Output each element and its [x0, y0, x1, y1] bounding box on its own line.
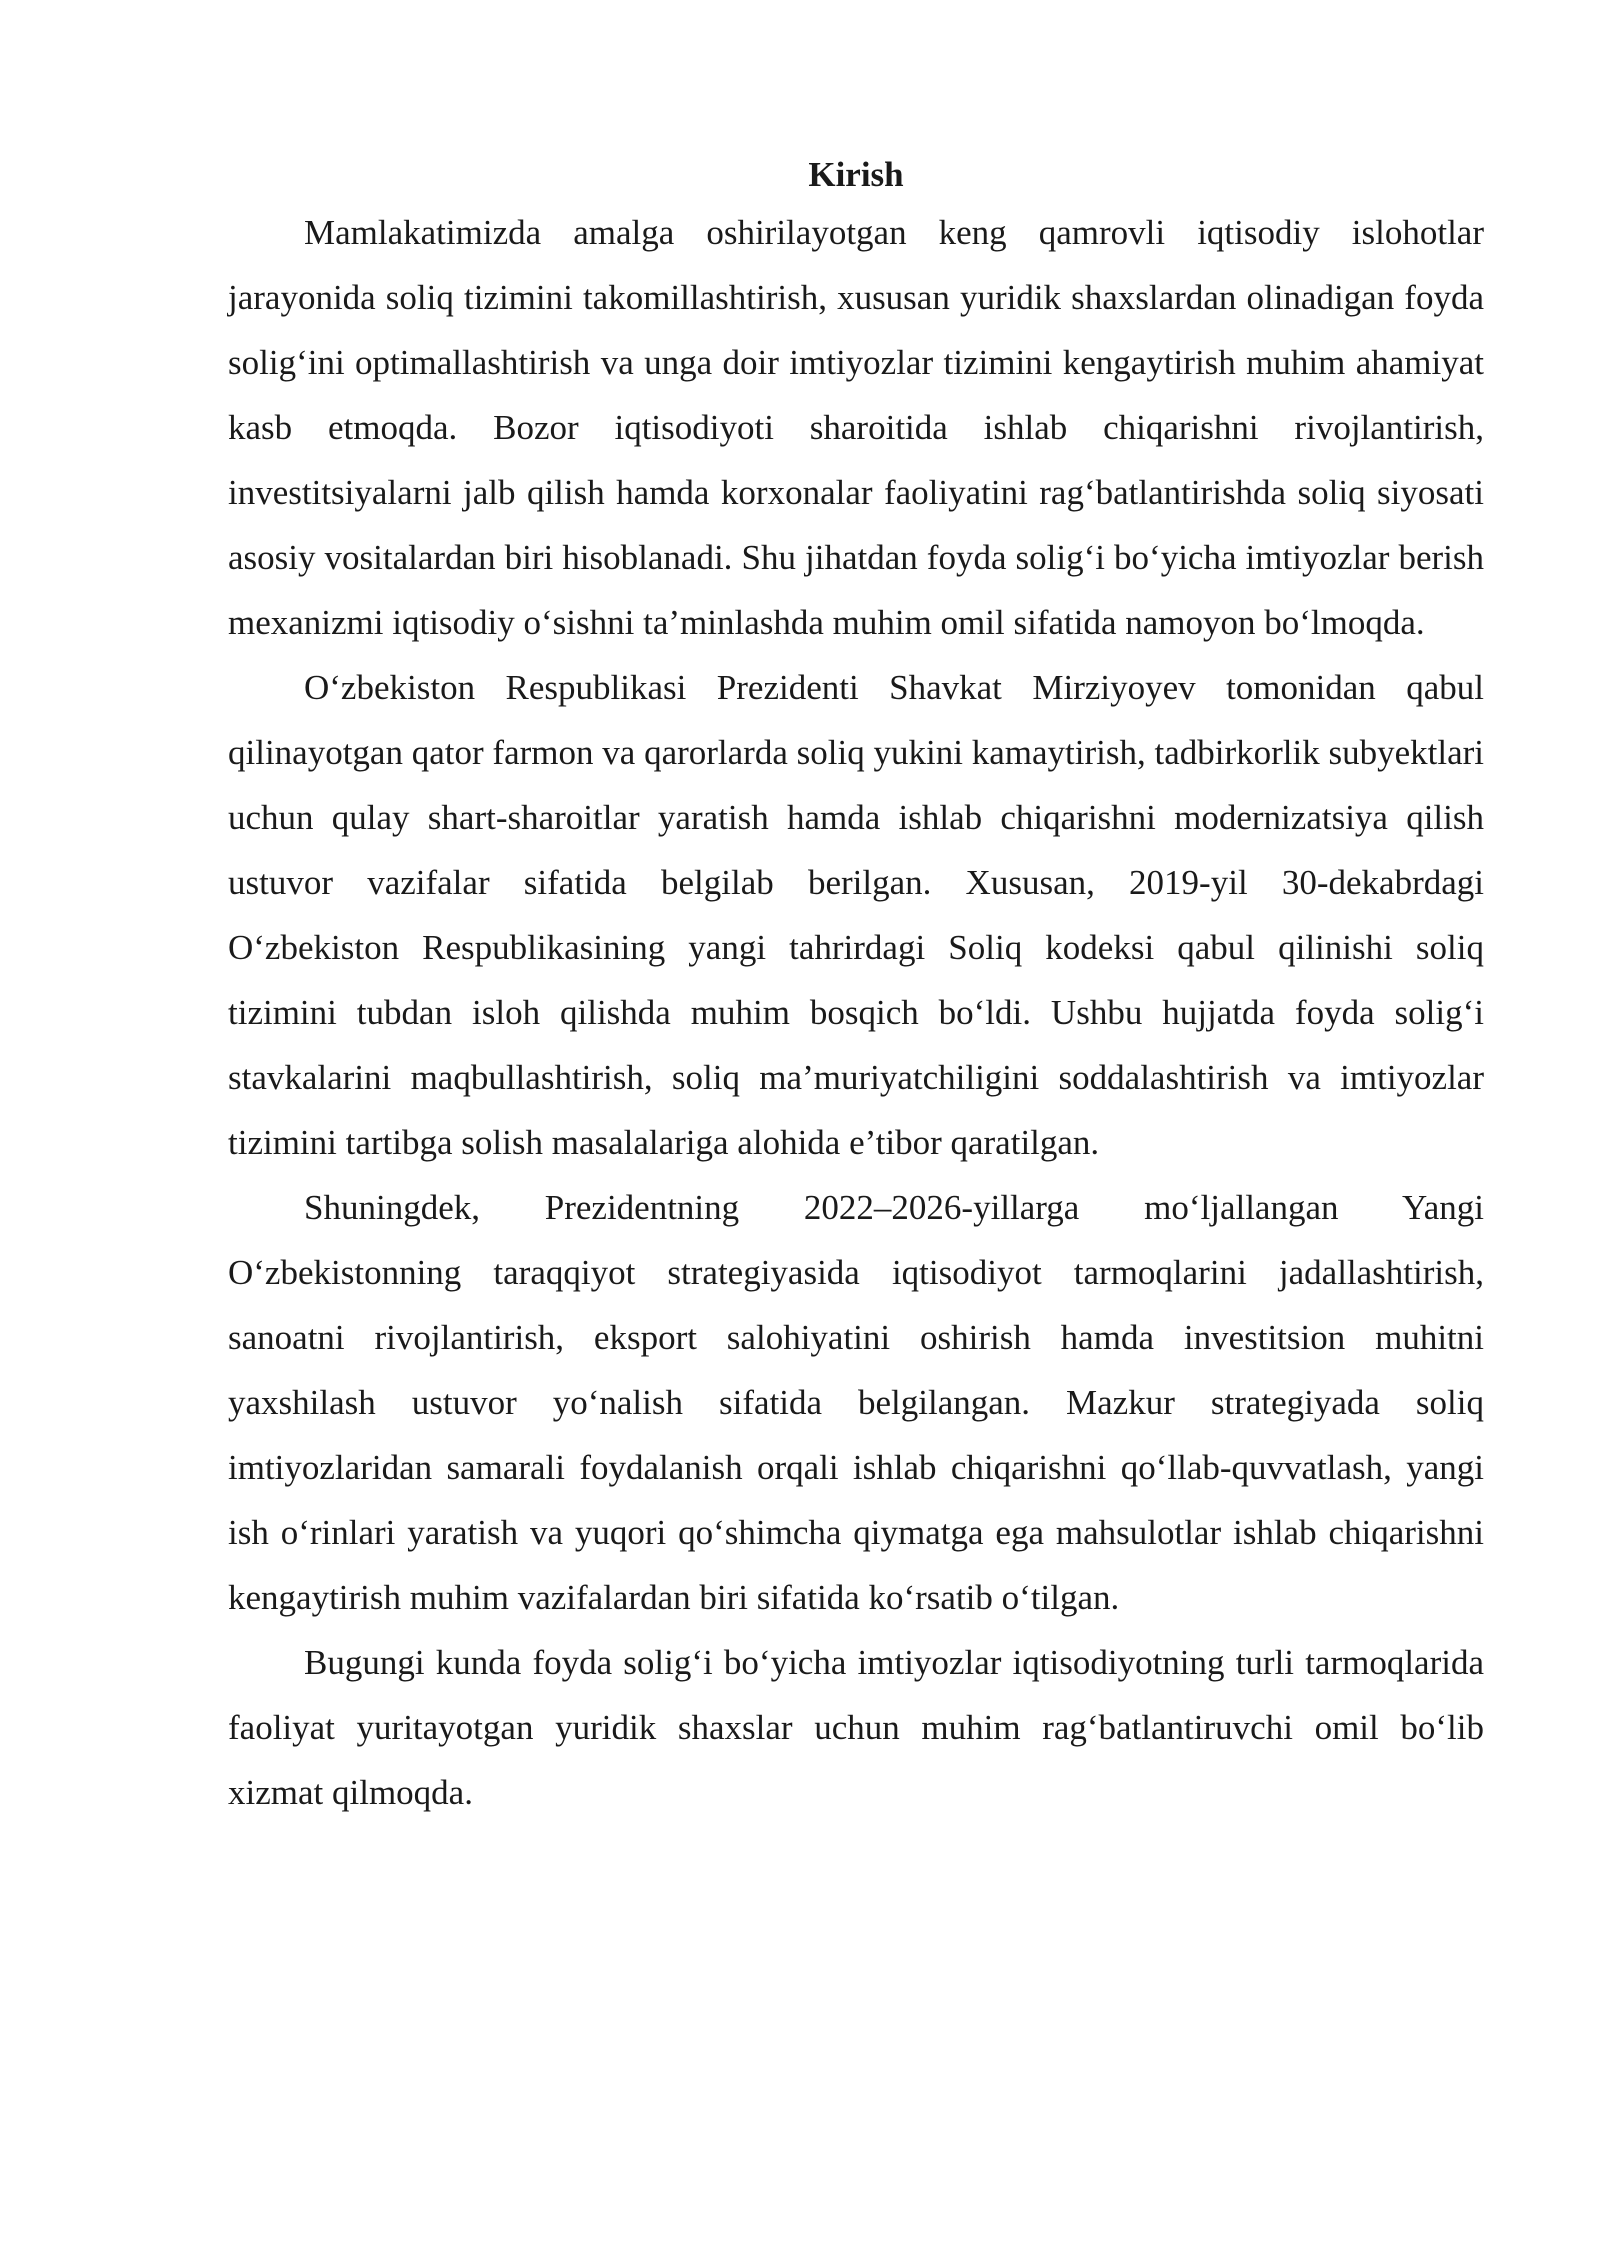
section-title: Kirish — [808, 155, 904, 194]
paragraph-1: Mamlakatimizda amalga oshirilayotgan keng qamrovli iqtisodiy islohotlar jarayonida soliq tizimini takomillashtirish, xususan yuridik shaxslardan olinadigan foyda solig‘ini optimallashtirish va unga doir imtiyozlar tizimini kengaytirish muhim ahamiyat kasb etmoqda. Bozor iqtisodiyoti sharoitida ishlab chiqarishni rivojlantirish, investitsiyalarni jalb qilish hamda korxonalar faoliyatini rag‘batlantirishda soliq siyosati asosiy vositalardan biri hisoblanadi. Shu jihatdan foyda solig‘i bo‘yicha imtiyozlar berish mexanizmi iqtisodiy o‘sishni ta’minlashda muhim omil sifatida namoyon bo‘lmoqda. — [228, 213, 1484, 642]
paragraph-2: O‘zbekiston Respublikasi Prezidenti Shavkat Mirziyoyev tomonidan qabul qilinayotgan qator farmon va qarorlarda soliq yukini kamaytirish, tadbirkorlik subyektlari uchun qulay shart-sharoitlar yaratish hamda ishlab chiqarishni modernizatsiya qilish ustuvor vazifalar sifatida belgilab berilgan. Xususan, 2019-yil 30-dekabrdagi O‘zbekiston Respublikasining yangi tahrirdagi Soliq kodeksi qabul qilinishi soliq tizimini tubdan isloh qilishda muhim bosqich bo‘ldi. Ushbu hujjatda foyda solig‘i stavkalarini maqbullashtirish, soliq ma’muriyatchiligini soddalashtirish va imtiyozlar tizimini tartibga solish masalalariga alohida e’tibor qaratilgan. — [228, 668, 1484, 1162]
paragraph-4: Bugungi kunda foyda solig‘i bo‘yicha imtiyozlar iqtisodiyotning turli tarmoqlarida faoliyat yuritayotgan yuridik shaxslar uchun muhim rag‘batlantiruvchi omil bo‘lib xizmat qilmoqda. — [228, 1643, 1484, 1812]
paragraph-3: Shuningdek, Prezidentning 2022–2026-yillarga mo‘ljallangan Yangi O‘zbekistonning taraqqiyot strategiyasida iqtisodiyot tarmoqlarini jadallashtirish, sanoatni rivojlantirish, eksport salohiyatini oshirish hamda investitsion muhitni yaxshilash ustuvor yo‘nalish sifatida belgilangan. Mazkur strategiyada soliq imtiyozlaridan samarali foydalanish orqali ishlab chiqarishni qo‘llab-quvvatlash, yangi ish o‘rinlari yaratish va yuqori qo‘shimcha qiymatga ega mahsulotlar ishlab chiqarishni kengaytirish muhim vazifalardan biri sifatida ko‘rsatib o‘tilgan. — [228, 1188, 1484, 1617]
document-body — [228, 150, 1484, 1825]
